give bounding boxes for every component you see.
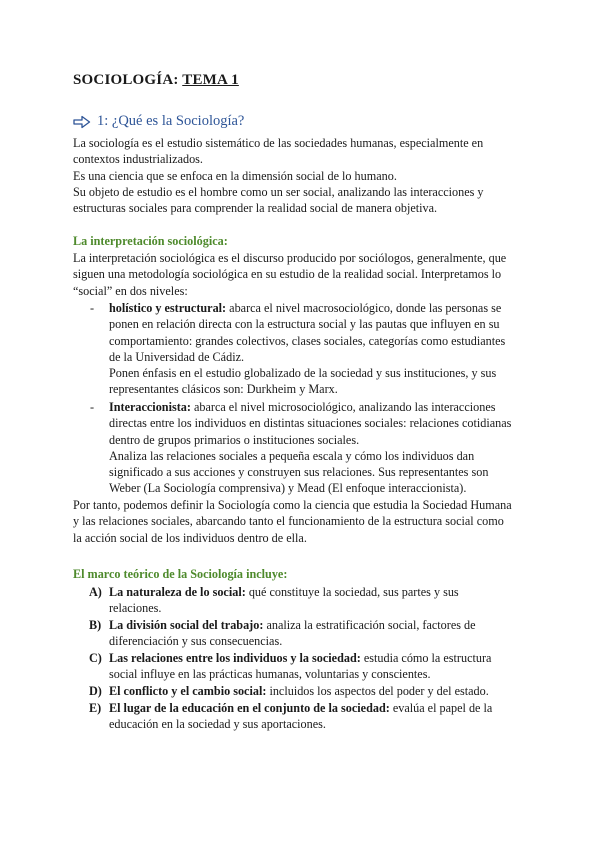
text-line (109, 300, 533, 316)
framework-item-b (89, 617, 533, 650)
document-title (73, 72, 239, 89)
text-line: “social” en dos niveles: (73, 283, 188, 298)
section-intro (73, 135, 533, 216)
text-line: La sociología es el estudio sistemático de las sociedades humanas, especialmente en (73, 136, 484, 150)
term: El conflicto y el cambio social: (109, 684, 267, 698)
text-line: dentro de grupos primarios o instituciones sociales. (109, 432, 360, 447)
text-line: diferenciación y sus consecuencias. (109, 634, 283, 649)
text-line: estructuras sociales para comprender la realidad social de manera objetiva. (73, 201, 438, 216)
bullet-dash: - (90, 301, 95, 315)
text-line (109, 584, 533, 600)
text-line: relaciones. (109, 601, 162, 616)
term: Las relaciones entre los individuos y la sociedad: (109, 651, 361, 665)
framework-item-d (89, 683, 533, 699)
framework-item-c (89, 650, 533, 683)
interpretation-intro (73, 250, 533, 299)
text-line: significado a sus acciones y construyen sus relaciones. Sus representantes son (109, 465, 489, 480)
text-run: evalúa el papel de la (389, 701, 493, 715)
text-line: directas entre los individuos en distintas situaciones sociales: relaciones cotidianas (109, 416, 512, 431)
text-line (109, 700, 533, 716)
text-line: la acción social de los individuos dentro de ella. (73, 530, 307, 545)
text-run: analiza la estratificación social, factores de (263, 618, 476, 632)
text-line (109, 617, 533, 633)
text-line: social influye en las prácticas humanas, voluntarias y conscientes. (109, 667, 431, 682)
text-line: educación en la sociedad y sus aportaciones. (109, 717, 326, 732)
list-label: A) (89, 585, 102, 599)
list-label: C) (89, 651, 102, 665)
text-line: contextos industrializados. (73, 152, 203, 167)
text-line: representantes clásicos son: Durkheim y Marx. (109, 382, 338, 397)
text-line: Ponen énfasis en el estudio globalizado de la sociedad y sus instituciones, y sus (109, 366, 497, 381)
text-run: estudia cómo la estructura (360, 651, 492, 665)
text-line: comportamiento: grandes colectivos, clases sociales, categorías como estudiantes (109, 333, 506, 348)
bullet-dash: - (90, 400, 95, 414)
text-line: de la Universidad de Cádiz. (109, 349, 245, 364)
section-heading-text: 1: ¿Qué es la Sociología? (97, 113, 245, 129)
text-line: La interpretación sociológica es el discurso producido por sociólogos, generalmente, que (73, 251, 507, 265)
text-line (109, 650, 533, 666)
text-run: abarca el nivel macrosociológico, donde las personas se (226, 301, 502, 315)
subheading-interpretation: La interpretación sociológica: (73, 234, 228, 248)
text-line: siguen una metodología sociológica en su estudio de la realidad social. Interpretamos lo (73, 267, 502, 282)
text-line (109, 683, 533, 699)
text-run: incluidos los aspectos del poder y del estado. (266, 684, 489, 698)
text-line: Por tanto, podemos definir la Sociología como la ciencia que estudia la Sociedad Humana (73, 498, 512, 512)
text-line: y las relaciones sociales, abarcando tanto el funcionamiento de la estructura social como (73, 514, 504, 529)
interpretation-conclusion (73, 497, 533, 546)
term-interactionist: Interaccionista: (109, 400, 191, 414)
text-line: Su objeto de estudio es el hombre como un ser social, analizando las interacciones y (73, 184, 484, 199)
text-line (109, 399, 533, 415)
text-line: Es una ciencia que se enfoca en la dimensión social de lo humano. (73, 168, 397, 183)
term-holistic: holístico y estructural: (109, 301, 227, 315)
framework-item-e (89, 700, 533, 733)
list-label: D) (89, 684, 102, 698)
title-underlined: TEMA 1 (182, 72, 239, 88)
framework-item-a (89, 584, 533, 617)
arrow-right-outline-icon (73, 115, 91, 129)
list-label: E) (89, 701, 102, 715)
section-heading (73, 113, 244, 130)
title-prefix: SOCIOLOGÍA: (73, 72, 183, 88)
text-run: abarca el nivel microsociológico, analizando las interacciones (190, 400, 496, 414)
text-line: Analiza las relaciones sociales a pequeña escala y cómo los individuos dan (109, 448, 475, 463)
subheading-framework: El marco teórico de la Sociología incluye: (73, 567, 288, 581)
text-run: qué constituye la sociedad, sus partes y sus (245, 585, 459, 599)
list-label: B) (89, 618, 102, 632)
term: La división social del trabajo: (109, 618, 264, 632)
text-line: ponen en relación directa con la estructura social y las pautas que influyen en su (109, 317, 500, 332)
term: El lugar de la educación en el conjunto de la sociedad: (109, 701, 390, 715)
text-line: Weber (La Sociología comprensiva) y Mead (El enfoque interaccionista). (109, 481, 467, 496)
term: La naturaleza de lo social: (109, 585, 246, 599)
